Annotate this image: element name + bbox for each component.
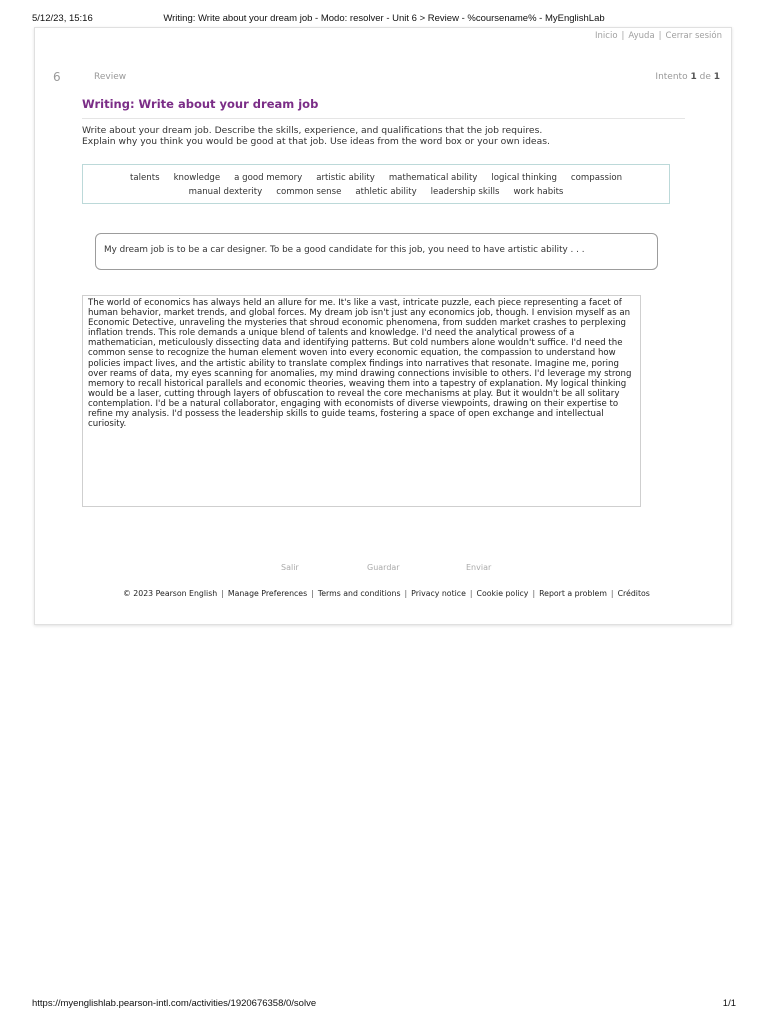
activity-card xyxy=(34,27,732,625)
ayuda-link[interactable]: Ayuda xyxy=(628,31,655,41)
example-sentence: My dream job is to be a car designer. To be a good candidate for this job, you need to have artistic ability . . . xyxy=(95,233,658,270)
answer-textarea[interactable]: The world of economics has always held an allure for me. It's like a vast, intricate puzzle, each piece representing a facet of human behavior, market trends, and global forces. My dream job isn't just any economics job, though. I envision myself as an Economic Detective, unraveling the mysteries that shroud economic phenomena, from sudden market crashes to perplexing inflation trends. This role demands a unique blend of talents and knowledge. I'd need the analytical prowess of a mathematician, meticulously dissecting data and identifying patterns. But cold numbers alone wouldn't suffice. I'd need the common sense to recognize the human element woven into every economic equation, the compassion to understand how policies impact lives, and the artistic ability to translate complex findings into narratives that resonate. Imagine me, poring over reams of data, my eyes scanning for anomalies, my mind drawing connections invisible to others. I'd leverage my strong memory to recall historical parallels and economic theories, weaving them into a tapestry of explanation. My logical thinking would be a laser, cutting through layers of obfuscation to reveal the core mechanisms at play. But it wouldn't be all solitary contemplation. I'd be a natural collaborator, engaging with economists of diverse viewpoints, drawing on their expertise to refine my analysis. I'd possess the leadership skills to guide teams, fostering a space of open exchange and intellectual curiosity. xyxy=(82,295,641,507)
cookie-policy-link[interactable]: Cookie policy xyxy=(476,589,529,598)
word-box-item: manual dexterity xyxy=(188,187,263,197)
attempt-indicator xyxy=(655,72,720,82)
separator: | xyxy=(658,31,662,41)
terms-link[interactable]: Terms and conditions xyxy=(317,589,401,598)
separator: | xyxy=(532,589,536,598)
word-box-item: a good memory xyxy=(234,173,303,183)
instructions-line: Write about your dream job. Describe the skills, experience, and qualifications that the job requires. xyxy=(82,125,543,136)
manage-preferences-link[interactable]: Manage Preferences xyxy=(227,589,308,598)
word-box-item: knowledge xyxy=(173,173,221,183)
footer-links xyxy=(123,589,650,598)
print-page-count: 1/1 xyxy=(722,998,736,1009)
word-box-item: common sense xyxy=(276,187,342,197)
instructions-line: Explain why you think you would be good at that job. Use ideas from the word box or your own ideas. xyxy=(82,136,550,147)
separator: | xyxy=(610,589,614,598)
submit-button[interactable]: Enviar xyxy=(466,563,492,572)
word-box-item: artistic ability xyxy=(316,173,375,183)
word-box-item: work habits xyxy=(513,187,564,197)
copyright: © 2023 Pearson English xyxy=(123,589,218,598)
word-box-item: mathematical ability xyxy=(388,173,478,183)
separator: | xyxy=(311,589,314,598)
attempt-label: Intento xyxy=(655,72,688,82)
word-box-item: leadership skills xyxy=(430,187,500,197)
word-box-item: compassion xyxy=(570,173,623,183)
attempt-total: 1 xyxy=(713,72,720,82)
logout-link[interactable]: Cerrar sesión xyxy=(665,31,722,41)
credits-link[interactable]: Créditos xyxy=(617,589,650,598)
separator: | xyxy=(221,589,224,598)
page-title: Writing: Write about your dream job xyxy=(82,97,319,111)
question-number: 6 xyxy=(53,70,61,84)
report-problem-link[interactable]: Report a problem xyxy=(539,589,607,598)
attempt-current: 1 xyxy=(690,72,697,82)
word-box-item: logical thinking xyxy=(491,173,557,183)
print-page-title: Writing: Write about your dream job - Modo: resolver - Unit 6 > Review - %coursename% - MyEnglishLab xyxy=(163,13,605,24)
instructions xyxy=(82,125,682,147)
separator: | xyxy=(404,589,408,598)
divider xyxy=(82,118,685,119)
print-datetime: 5/12/23, 15:16 xyxy=(32,13,93,24)
save-button[interactable]: Guardar xyxy=(367,563,400,572)
top-links xyxy=(595,31,722,41)
separator: | xyxy=(469,589,473,598)
word-box-item: talents xyxy=(129,173,160,183)
print-footer xyxy=(32,998,736,1012)
word-box xyxy=(82,164,670,204)
section-label: Review xyxy=(94,72,127,82)
print-url: https://myenglishlab.pearson-intl.com/activities/1920676358/0/solve xyxy=(32,998,317,1009)
attempt-of: de xyxy=(699,72,711,82)
inicio-link[interactable]: Inicio xyxy=(595,31,618,41)
privacy-link[interactable]: Privacy notice xyxy=(411,589,466,598)
exit-button[interactable]: Salir xyxy=(281,563,299,572)
separator: | xyxy=(621,31,625,41)
print-header xyxy=(32,13,736,27)
word-box-item: athletic ability xyxy=(355,187,417,197)
